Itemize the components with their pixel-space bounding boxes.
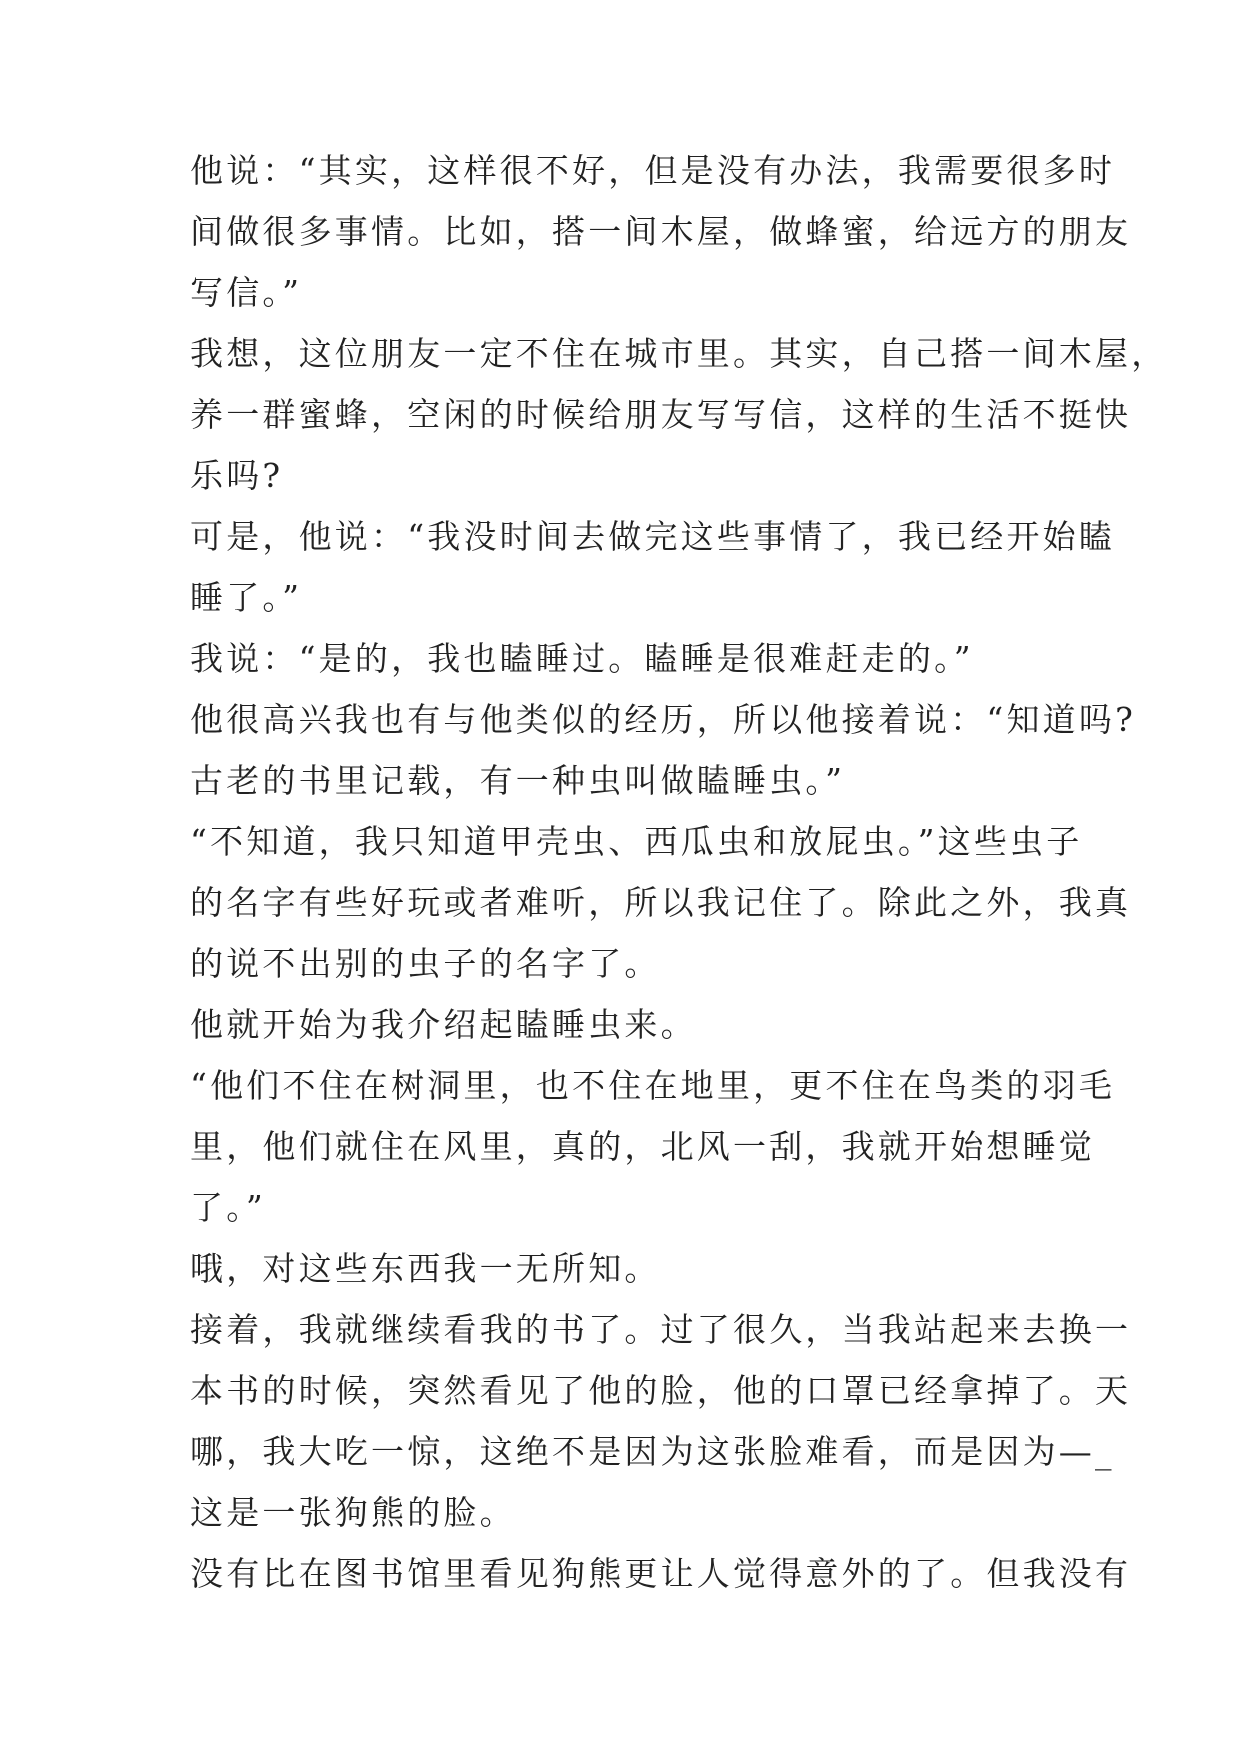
text-line: 他很高兴我也有与他类似的经历，所以他接着说：“知道吗?: [190, 700, 1136, 739]
text-line: 里，他们就住在风里，真的，北风一刮，我就开始想睡觉: [190, 1127, 1095, 1166]
text-line: 的名字有些好玩或者难听，所以我记住了。除此之外，我真: [190, 883, 1132, 922]
text-line: “不知道，我只知道甲壳虫、西瓜虫和放屁虫。”这些虫子: [190, 822, 1083, 861]
text-line: 乐吗?: [190, 456, 284, 495]
document-body: [190, 140, 1168, 1604]
text-line: 养一群蜜蜂，空闲的时候给朋友写写信，这样的生活不挺快: [190, 395, 1132, 434]
text-line: 他说：“其实，这样很不好，但是没有办法，我需要很多时: [190, 151, 1116, 190]
text-line: 睡了。”: [190, 578, 303, 617]
text-line: “他们不住在树洞里，也不住在地里，更不住在鸟类的羽毛: [190, 1066, 1116, 1105]
text-line: 可是，他说：“我没时间去做完这些事情了，我已经开始瞌: [190, 517, 1116, 556]
text-line: 哦，对这些东西我一无所知。: [190, 1249, 661, 1288]
text-line: 这是一张狗熊的脸。: [190, 1493, 516, 1532]
text-line: 间做很多事情。比如，搭一间木屋，做蜂蜜，给远方的朋友: [190, 212, 1132, 251]
text-line: 的说不出别的虫子的名字了。: [190, 944, 661, 983]
text-line: 我想，这位朋友一定不住在城市里。其实，自己搭一间木屋，: [190, 334, 1168, 373]
text-line: 古老的书里记载，有一种虫叫做瞌睡虫。”: [190, 761, 846, 800]
text-line: 了。”: [190, 1188, 266, 1227]
text-line: 他就开始为我介绍起瞌睡虫来。: [190, 1005, 697, 1044]
text-line: 我说：“是的，我也瞌睡过。瞌睡是很难赶走的。”: [190, 639, 974, 678]
text-line: 写信。”: [190, 273, 303, 312]
text-line: 哪，我大吃一惊，这绝不是因为这张脸难看，而是因为—_: [190, 1432, 1115, 1471]
text-line: 本书的时候，突然看见了他的脸，他的口罩已经拿掉了。天: [190, 1371, 1132, 1410]
text-line: 接着，我就继续看我的书了。过了很久，当我站起来去换一: [190, 1310, 1132, 1349]
text-line: 没有比在图书馆里看见狗熊更让人觉得意外的了。但我没有: [190, 1554, 1132, 1593]
